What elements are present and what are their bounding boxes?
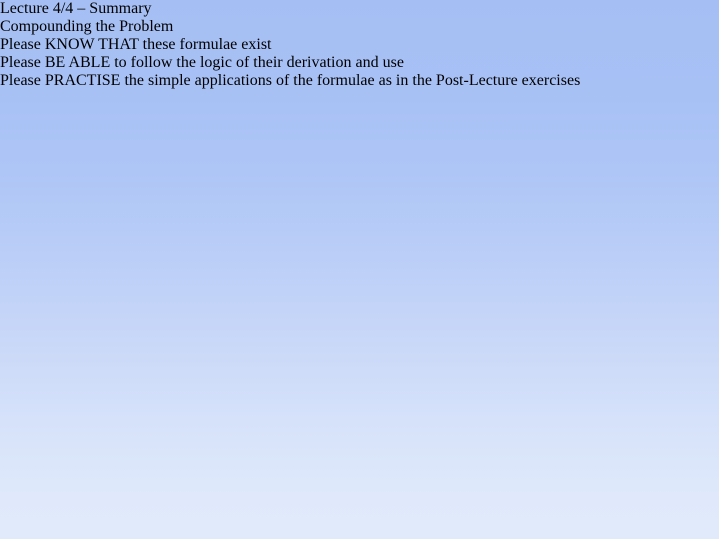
slide-subtitle: Compounding the Problem	[0, 18, 174, 35]
bullet-text: Please KNOW THAT these formulae exist	[0, 36, 272, 53]
bullet-text: Please BE ABLE to follow the logic of their derivation and use	[0, 54, 404, 71]
bullet-list	[0, 36, 719, 90]
list-item	[0, 72, 719, 90]
slide-content-area	[0, 0, 719, 90]
list-item	[0, 36, 719, 54]
bullet-text: Please PRACTISE the simple applications of the formulae as in the Post-Lecture exercises	[0, 72, 581, 89]
slide-title: Lecture 4/4 – Summary	[0, 0, 152, 17]
list-item	[0, 54, 719, 72]
sidebar-decoration	[0, 0, 86, 539]
